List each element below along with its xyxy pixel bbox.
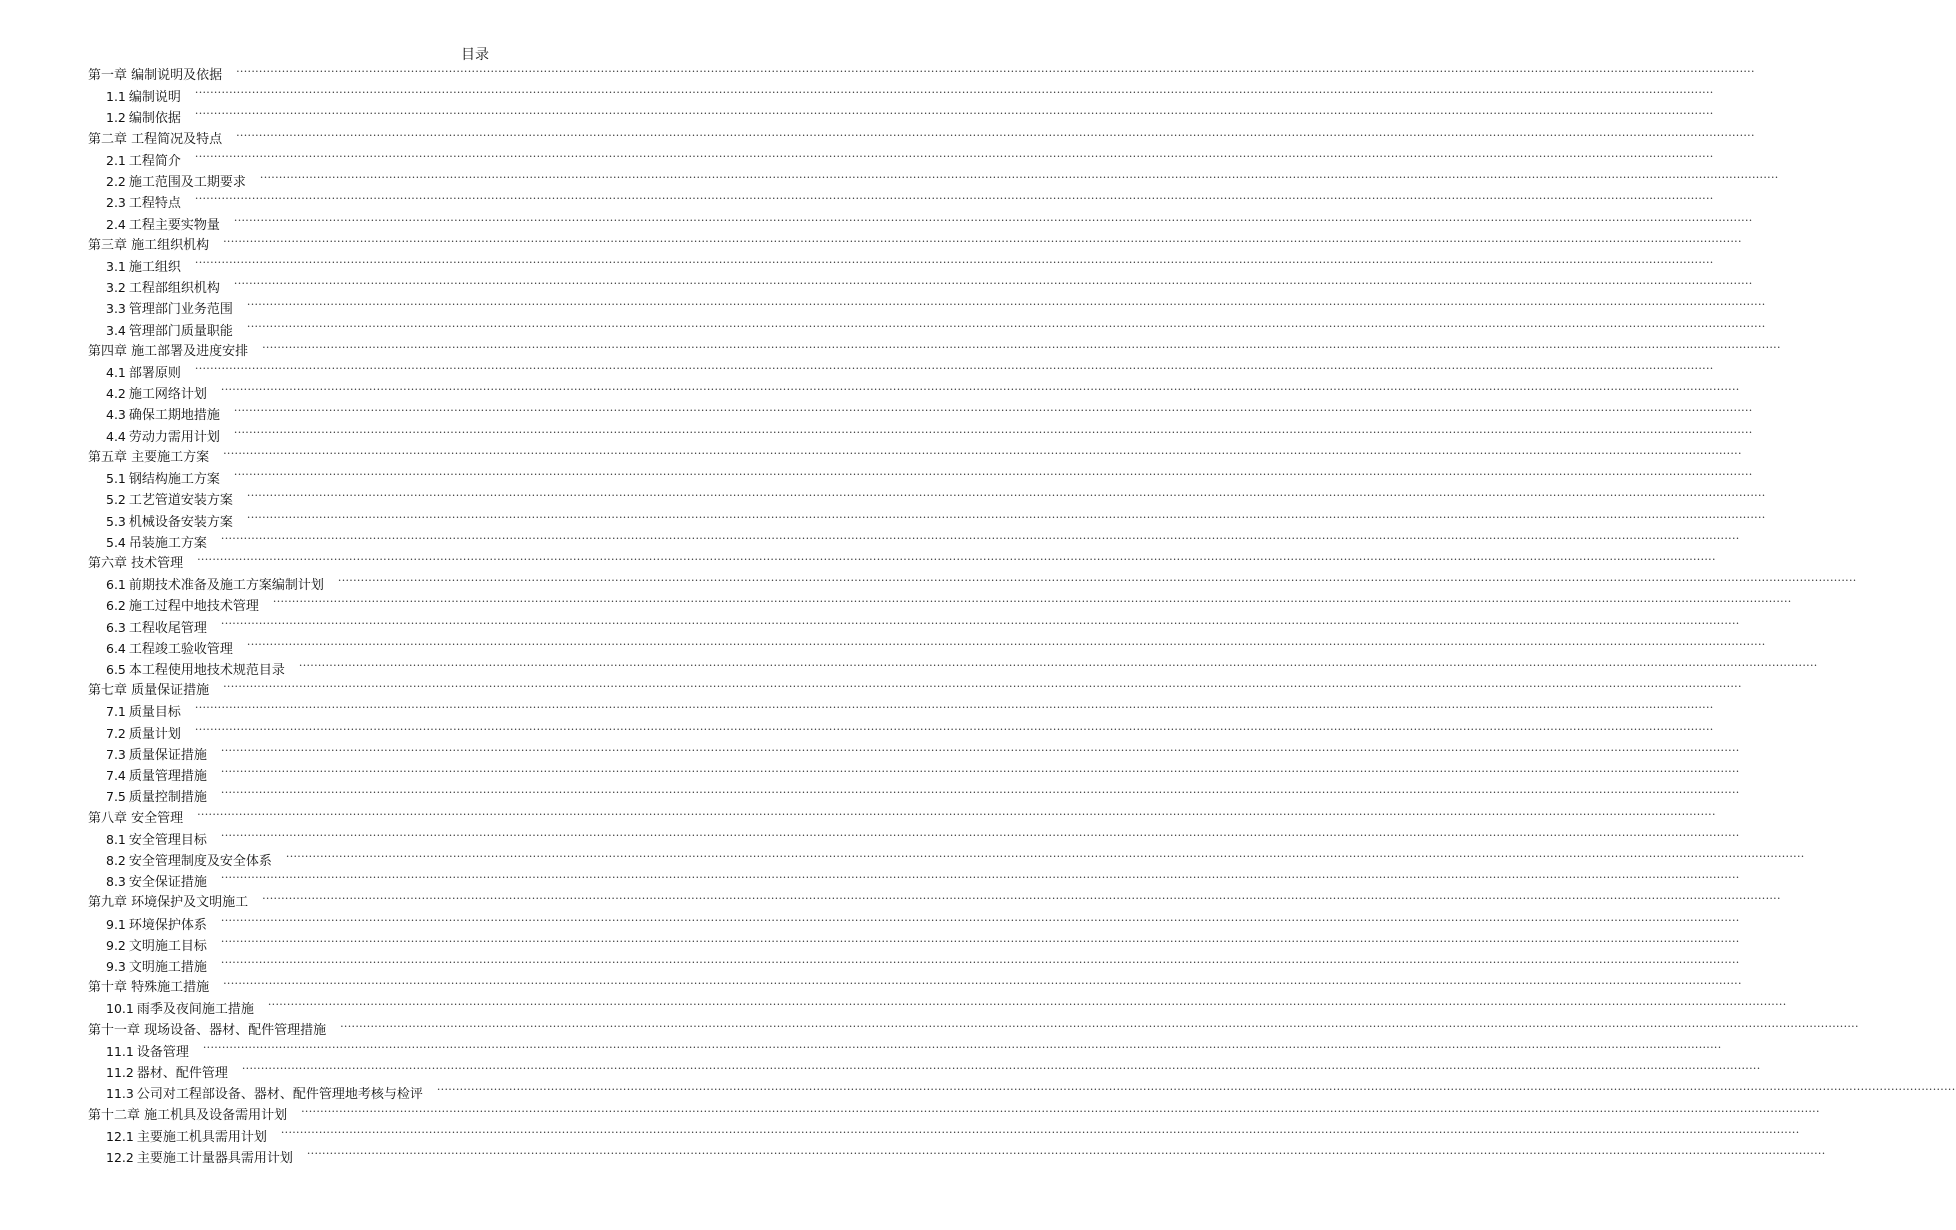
toc-leader-dots: ················································································································································································································································································································································································································ bbox=[272, 595, 1792, 609]
toc-entry-text: 施工范围及工期要求 bbox=[128, 175, 246, 191]
toc-section-entry bbox=[0, 531, 1740, 552]
toc-entry-label bbox=[88, 1022, 326, 1040]
toc-section-entry bbox=[0, 468, 1753, 488]
toc-section-entry bbox=[0, 255, 1714, 276]
toc-section-entry bbox=[0, 616, 1740, 637]
toc-section-entry bbox=[0, 107, 1714, 127]
toc-entry-label bbox=[106, 1149, 293, 1168]
toc-entry-text: 主要施工计量器具需用计划 bbox=[136, 1151, 293, 1166]
toc-entry-number: 4.3 bbox=[106, 407, 126, 423]
toc-entry-label bbox=[106, 491, 233, 510]
toc-section-entry bbox=[0, 1062, 1761, 1082]
toc-entry-number: 5.1 bbox=[106, 471, 126, 487]
toc-leader-dots: ················································································································································································································································································································································································································ bbox=[337, 574, 1857, 588]
toc-entry-label bbox=[106, 597, 259, 616]
toc-chapter-entry bbox=[0, 552, 1716, 573]
toc-leader-dots: ················································································································································································································································································································································································································ bbox=[202, 1040, 1722, 1054]
toc-section-entry bbox=[0, 956, 1740, 976]
toc-chapter-entry bbox=[0, 807, 1716, 828]
toc-entry-label bbox=[106, 746, 207, 765]
toc-section-entry bbox=[0, 383, 1740, 403]
toc-leader-dots: ················································································································································································································································································································································································································ bbox=[194, 362, 1714, 376]
toc-leader-dots: ················································································································································································································································································································································································································ bbox=[220, 913, 1740, 927]
toc-entry-label bbox=[106, 958, 207, 977]
toc-section-entry bbox=[0, 1147, 1826, 1167]
toc-entry-number: 5.2 bbox=[106, 492, 126, 508]
toc-entry-label bbox=[106, 916, 207, 935]
toc-entry-text: 主要施工机具需用计划 bbox=[136, 1129, 267, 1145]
toc-entry-text: 机械设备安装方案 bbox=[128, 514, 233, 530]
toc-entry-text: 设备管理 bbox=[136, 1044, 189, 1060]
toc-chapter-entry bbox=[0, 446, 1742, 467]
toc-leader-dots: ················································································································································································································································································································································································································ bbox=[246, 298, 1766, 312]
toc-section-entry bbox=[0, 849, 1805, 870]
toc-section-entry bbox=[0, 425, 1753, 446]
toc-entry-label bbox=[88, 131, 222, 149]
toc-leader-dots: ················································································································································································································································································································································································································ bbox=[259, 171, 1779, 185]
toc-leader-dots: ················································································································································································································································································································································································································ bbox=[194, 701, 1714, 715]
toc-entry-label bbox=[106, 428, 220, 447]
toc-section-entry bbox=[0, 404, 1753, 424]
toc-chapter-entry bbox=[0, 65, 1755, 85]
toc-section-entry bbox=[0, 701, 1714, 721]
toc-leader-dots: ················································································································································································································································································································································································································ bbox=[220, 956, 1740, 970]
toc-entry-label bbox=[106, 661, 285, 680]
toc-leader-dots: ················································································································································································································································································································································································································ bbox=[194, 722, 1714, 736]
toc-entry-label bbox=[106, 576, 324, 595]
toc-leader-dots: ················································································································································································································································································································································································································ bbox=[197, 807, 1716, 821]
toc-entry-label bbox=[106, 322, 233, 341]
toc-section-entry bbox=[0, 913, 1740, 934]
toc-entry-label bbox=[106, 152, 181, 171]
toc-entry-text: 公司对工程部设备、器材、配件管理地考核与检评 bbox=[136, 1087, 423, 1103]
toc-section-entry bbox=[0, 213, 1753, 234]
toc-entry-number: 12.1 bbox=[106, 1128, 134, 1144]
toc-leader-dots: ················································································································································································································································································································································································································ bbox=[223, 234, 1742, 248]
toc-entry-label bbox=[106, 88, 181, 107]
toc-entry-text: 本工程使用地技术规范目录 bbox=[128, 663, 285, 679]
toc-entry-label bbox=[106, 364, 181, 383]
toc-leader-dots: ················································································································································································································································································································································································································ bbox=[246, 489, 1766, 503]
toc-chapter-entry bbox=[0, 1104, 1820, 1125]
toc-leader-dots: ················································································································································································································································································································································································································ bbox=[233, 468, 1753, 482]
toc-leader-dots: ················································································································································································································································································································································································································ bbox=[301, 1104, 1820, 1118]
toc-leader-dots: ················································································································································································································································································································································································································ bbox=[246, 510, 1766, 524]
toc-entry-label bbox=[106, 788, 207, 807]
toc-entry-number: 5.4 bbox=[106, 534, 126, 550]
toc-entry-text: 编制依据 bbox=[128, 111, 181, 127]
toc-entry-label bbox=[106, 513, 233, 532]
toc-entry-label bbox=[88, 682, 209, 700]
toc-entry-label bbox=[88, 449, 209, 467]
toc-leader-dots: ················································································································································································································································································································································································································ bbox=[436, 1083, 1956, 1097]
toc-entry-text: 雨季及夜间施工措施 bbox=[136, 1002, 254, 1018]
toc-chapter-entry bbox=[0, 340, 1781, 361]
toc-leader-dots: ················································································································································································································································································································································································································ bbox=[285, 849, 1805, 863]
toc-leader-dots: ················································································································································································································································································································································································································ bbox=[223, 446, 1742, 460]
toc-entry-text: 第七章 质量保证措施 bbox=[88, 683, 210, 699]
toc-entry-number: 7.5 bbox=[106, 789, 126, 805]
toc-entry-number: 3.2 bbox=[106, 280, 126, 296]
toc-entry-label bbox=[106, 109, 181, 128]
toc-entry-label bbox=[88, 555, 183, 573]
toc-leader-dots: ················································································································································································································································································································································································································ bbox=[220, 871, 1740, 885]
toc-entry-number: 7.2 bbox=[106, 725, 126, 741]
toc-section-entry bbox=[0, 1083, 1956, 1103]
toc-entry-label bbox=[106, 534, 207, 553]
toc-entry-number: 8.3 bbox=[106, 874, 126, 890]
toc-leader-dots: ················································································································································································································································································································································································································ bbox=[220, 616, 1740, 630]
toc-entry-text: 吊装施工方案 bbox=[128, 535, 207, 551]
toc-entry-number: 11.2 bbox=[106, 1065, 134, 1081]
toc-entry-number: 5.3 bbox=[106, 513, 126, 529]
toc-entry-text: 管理部门质量职能 bbox=[128, 323, 233, 339]
toc-section-entry bbox=[0, 171, 1779, 191]
toc-entry-text: 第二章 工程简况及特点 bbox=[88, 131, 223, 147]
toc-leader-dots: ················································································································································································································································································································································································································ bbox=[220, 743, 1740, 757]
toc-entry-text: 第六章 技术管理 bbox=[88, 555, 184, 571]
toc-leader-dots: ················································································································································································································································································································································································································ bbox=[236, 65, 1755, 78]
toc-entry-text: 质量保证措施 bbox=[128, 747, 207, 763]
toc-leader-dots: ················································································································································································································································································································································································································ bbox=[220, 828, 1740, 842]
toc-section-entry bbox=[0, 298, 1766, 318]
toc-section-entry bbox=[0, 489, 1766, 509]
toc-entry-label bbox=[88, 894, 248, 912]
toc-leader-dots: ················································································································································································································································································································································································································ bbox=[220, 383, 1740, 397]
toc-leader-dots: ················································································································································································································································································································································································································ bbox=[340, 1019, 1859, 1033]
toc-entry-number: 4.1 bbox=[106, 365, 126, 381]
toc-section-entry bbox=[0, 595, 1792, 615]
toc-entry-label bbox=[106, 1000, 254, 1019]
toc-entry-text: 第九章 环境保护及文明施工 bbox=[88, 895, 249, 911]
toc-chapter-entry bbox=[0, 892, 1781, 912]
toc-entry-text: 工程部组织机构 bbox=[128, 281, 220, 297]
toc-leader-dots: ················································································································································································································································································································································································································ bbox=[233, 213, 1753, 227]
toc-entry-number: 9.3 bbox=[106, 959, 126, 975]
toc-leader-dots: ················································································································································································································································································································································································································ bbox=[223, 680, 1742, 694]
toc-section-entry bbox=[0, 277, 1753, 297]
toc-entry-text: 质量管理措施 bbox=[128, 769, 207, 785]
toc-entry-number: 3.4 bbox=[106, 322, 126, 338]
toc-title: 目录 bbox=[461, 47, 489, 63]
toc-entry-number: 1.2 bbox=[106, 110, 126, 126]
toc-section-entry bbox=[0, 871, 1740, 891]
toc-entry-label bbox=[106, 258, 181, 277]
toc-section-entry bbox=[0, 574, 1857, 594]
toc-leader-dots: ················································································································································································································································································································································································································ bbox=[298, 659, 1818, 673]
toc-leader-dots: ················································································································································································································································································································································································································ bbox=[262, 892, 1781, 906]
toc-section-entry bbox=[0, 722, 1714, 743]
toc-chapter-entry bbox=[0, 1019, 1859, 1040]
toc-leader-dots: ················································································································································································································································································································································································································ bbox=[233, 404, 1753, 418]
toc-entry-text: 第四章 施工部署及进度安排 bbox=[88, 343, 249, 359]
toc-section-entry bbox=[0, 1125, 1800, 1146]
toc-entry-label bbox=[106, 640, 233, 659]
toc-entry-label bbox=[88, 237, 209, 255]
toc-leader-dots: ················································································································································································································································································································································································································ bbox=[194, 107, 1714, 121]
toc-entry-text: 工程简介 bbox=[128, 153, 181, 169]
toc-entry-number: 9.2 bbox=[106, 937, 126, 953]
toc-leader-dots: ················································································································································································································································································································································································································ bbox=[194, 86, 1714, 100]
toc-entry-text: 工程竣工验收管理 bbox=[128, 641, 233, 657]
toc-section-entry bbox=[0, 786, 1740, 806]
toc-entry-number: 1.1 bbox=[106, 89, 126, 105]
toc-entry-label bbox=[106, 385, 207, 404]
toc-leader-dots: ················································································································································································································································································································································································································ bbox=[233, 425, 1753, 439]
toc-leader-dots: ················································································································································································································································································································································································································ bbox=[220, 786, 1740, 800]
toc-leader-dots: ················································································································································································································································································································································································································ bbox=[220, 934, 1740, 948]
toc-entry-label bbox=[106, 831, 207, 850]
toc-entry-label bbox=[88, 1107, 287, 1125]
toc-entry-text: 第一章 编制说明及依据 bbox=[88, 68, 223, 83]
toc-entry-label bbox=[88, 67, 222, 85]
toc-leader-dots: ················································································································································································································································································································································································································ bbox=[246, 319, 1766, 333]
toc-entry-number: 2.4 bbox=[106, 216, 126, 232]
toc-entry-text: 钢结构施工方案 bbox=[128, 472, 220, 488]
toc-entry-number: 7.1 bbox=[106, 704, 126, 720]
toc-entry-text: 确保工期地措施 bbox=[128, 408, 220, 424]
toc-leader-dots: ················································································································································································································································································································································································································ bbox=[306, 1147, 1826, 1160]
toc-entry-text: 管理部门业务范围 bbox=[128, 302, 233, 318]
toc-entry-label bbox=[106, 1128, 267, 1147]
toc-section-entry bbox=[0, 998, 1787, 1018]
toc-entry-label bbox=[106, 725, 181, 744]
toc-entry-text: 安全保证措施 bbox=[128, 875, 207, 891]
toc-entry-text: 工艺管道安装方案 bbox=[128, 493, 233, 509]
toc-leader-dots: ················································································································································································································································································································································································································ bbox=[246, 637, 1766, 651]
toc-entry-label bbox=[106, 937, 207, 956]
toc-section-entry bbox=[0, 659, 1818, 679]
toc-leader-dots: ················································································································································································································································································································································································································ bbox=[194, 192, 1714, 206]
toc-entry-number: 10.1 bbox=[106, 1001, 134, 1017]
toc-entry-label bbox=[106, 173, 246, 192]
toc-chapter-entry bbox=[0, 680, 1742, 700]
toc-section-entry bbox=[0, 192, 1714, 212]
toc-entry-number: 3.3 bbox=[106, 301, 126, 317]
toc-entry-text: 第五章 主要施工方案 bbox=[88, 449, 210, 465]
toc-entry-label bbox=[106, 470, 220, 489]
toc-entry-text: 编制说明 bbox=[128, 90, 181, 106]
toc-entry-label bbox=[106, 767, 207, 786]
toc-chapter-entry bbox=[0, 234, 1742, 255]
toc-entry-label bbox=[106, 703, 181, 722]
toc-entry-text: 第十二章 施工机具及设备需用计划 bbox=[88, 1107, 288, 1123]
toc-section-entry bbox=[0, 1040, 1722, 1061]
toc-section-entry bbox=[0, 934, 1740, 955]
toc-entry-text: 环境保护体系 bbox=[128, 917, 207, 933]
toc-chapter-entry bbox=[0, 128, 1755, 149]
toc-entry-label bbox=[106, 852, 272, 871]
toc-entry-text: 文明施工措施 bbox=[128, 960, 207, 976]
toc-entry-label bbox=[106, 216, 220, 235]
toc-section-entry bbox=[0, 828, 1740, 849]
toc-section-entry bbox=[0, 637, 1766, 658]
toc-entry-text: 第八章 安全管理 bbox=[88, 810, 184, 826]
toc-section-entry bbox=[0, 149, 1714, 170]
toc-entry-label bbox=[106, 1043, 189, 1062]
toc-leader-dots: ················································································································································································································································································································································································································ bbox=[220, 765, 1740, 779]
toc-section-entry bbox=[0, 510, 1766, 531]
toc-leader-dots: ················································································································································································································································································································································································································ bbox=[220, 531, 1740, 545]
toc-entry-text: 工程主要实物量 bbox=[128, 217, 220, 233]
toc-entry-text: 施工组织 bbox=[128, 259, 181, 275]
toc-entry-label bbox=[106, 1085, 423, 1104]
toc-leader-dots: ················································································································································································································································································································································································································ bbox=[197, 552, 1716, 566]
toc-entry-number: 11.1 bbox=[106, 1043, 134, 1059]
toc-entry-label bbox=[106, 1064, 228, 1083]
toc-entry-text: 质量目标 bbox=[128, 705, 181, 721]
toc-entry-label bbox=[88, 810, 183, 828]
toc-entry-number: 9.1 bbox=[106, 916, 126, 932]
toc-entry-number: 6.5 bbox=[106, 662, 126, 678]
toc-leader-dots: ················································································································································································································································································································································································································ bbox=[194, 149, 1714, 163]
toc-leader-dots: ················································································································································································································································································································································································································ bbox=[280, 1125, 1800, 1139]
toc-entry-label bbox=[106, 194, 181, 213]
toc-entry-number: 12.2 bbox=[106, 1150, 134, 1165]
toc-entry-text: 工程特点 bbox=[128, 196, 181, 212]
toc-entry-text: 部署原则 bbox=[128, 366, 181, 382]
toc-section-entry bbox=[0, 362, 1714, 382]
toc-entry-number: 7.3 bbox=[106, 746, 126, 762]
toc-entry-number: 11.3 bbox=[106, 1086, 134, 1102]
toc-entry-number: 3.1 bbox=[106, 258, 126, 274]
toc-leader-dots: ················································································································································································································································································································································································································ bbox=[223, 977, 1742, 991]
toc-leader-dots: ················································································································································································································································································································································································································ bbox=[267, 998, 1787, 1012]
toc-entry-text: 第三章 施工组织机构 bbox=[88, 237, 210, 253]
toc-entry-text: 器材、配件管理 bbox=[136, 1066, 228, 1082]
toc-entry-label bbox=[106, 279, 220, 298]
toc-entry-text: 质量计划 bbox=[128, 726, 181, 742]
toc-entry-text: 文明施工目标 bbox=[128, 938, 207, 954]
toc-entry-number: 2.1 bbox=[106, 152, 126, 168]
toc-entry-number: 2.2 bbox=[106, 174, 126, 190]
toc-entry-text: 第十一章 现场设备、器材、配件管理措施 bbox=[88, 1022, 327, 1038]
toc-entry-text: 第十章 特殊施工措施 bbox=[88, 980, 210, 996]
toc-entry-label bbox=[106, 873, 207, 892]
toc-leader-dots: ················································································································································································································································································································································································································ bbox=[194, 255, 1714, 269]
toc-entry-number: 6.2 bbox=[106, 598, 126, 614]
toc-leader-dots: ················································································································································································································································································································································································································ bbox=[262, 340, 1781, 354]
toc-entry-text: 施工网络计划 bbox=[128, 387, 207, 403]
toc-entry-number: 2.3 bbox=[106, 195, 126, 211]
toc-entry-number: 8.1 bbox=[106, 831, 126, 847]
toc-entry-number: 4.4 bbox=[106, 428, 126, 444]
toc-entry-text: 前期技术准备及施工方案编制计划 bbox=[128, 578, 324, 594]
toc-entry-label bbox=[88, 979, 209, 997]
toc-entry-label bbox=[106, 300, 233, 319]
toc-section-entry bbox=[0, 765, 1740, 785]
toc-leader-dots: ················································································································································································································································································································································································································ bbox=[236, 128, 1755, 142]
toc-leader-dots: ················································································································································································································································································································································································································ bbox=[241, 1062, 1761, 1076]
toc-entry-label bbox=[106, 406, 220, 425]
toc-entry-text: 质量控制措施 bbox=[128, 790, 207, 806]
toc-entry-text: 安全管理目标 bbox=[128, 832, 207, 848]
toc-section-entry bbox=[0, 86, 1714, 106]
toc-entry-number: 6.3 bbox=[106, 619, 126, 635]
toc-entry-number: 4.2 bbox=[106, 386, 126, 402]
toc-entry-label bbox=[88, 343, 248, 361]
toc-chapter-entry bbox=[0, 977, 1742, 997]
toc-entry-number: 8.2 bbox=[106, 852, 126, 868]
toc-leader-dots: ················································································································································································································································································································································································································ bbox=[233, 277, 1753, 291]
toc-entry-text: 施工过程中地技术管理 bbox=[128, 599, 259, 615]
toc-entry-text: 安全管理制度及安全体系 bbox=[128, 853, 272, 869]
toc-entry-label bbox=[106, 619, 207, 638]
toc-entry-text: 工程收尾管理 bbox=[128, 620, 207, 636]
toc-section-entry bbox=[0, 743, 1740, 764]
toc-section-entry bbox=[0, 319, 1766, 340]
toc-entry-number: 6.4 bbox=[106, 640, 126, 656]
toc-entry-text: 劳动力需用计划 bbox=[128, 429, 220, 445]
toc-entry-number: 6.1 bbox=[106, 577, 126, 593]
toc-entry-number: 7.4 bbox=[106, 768, 126, 784]
